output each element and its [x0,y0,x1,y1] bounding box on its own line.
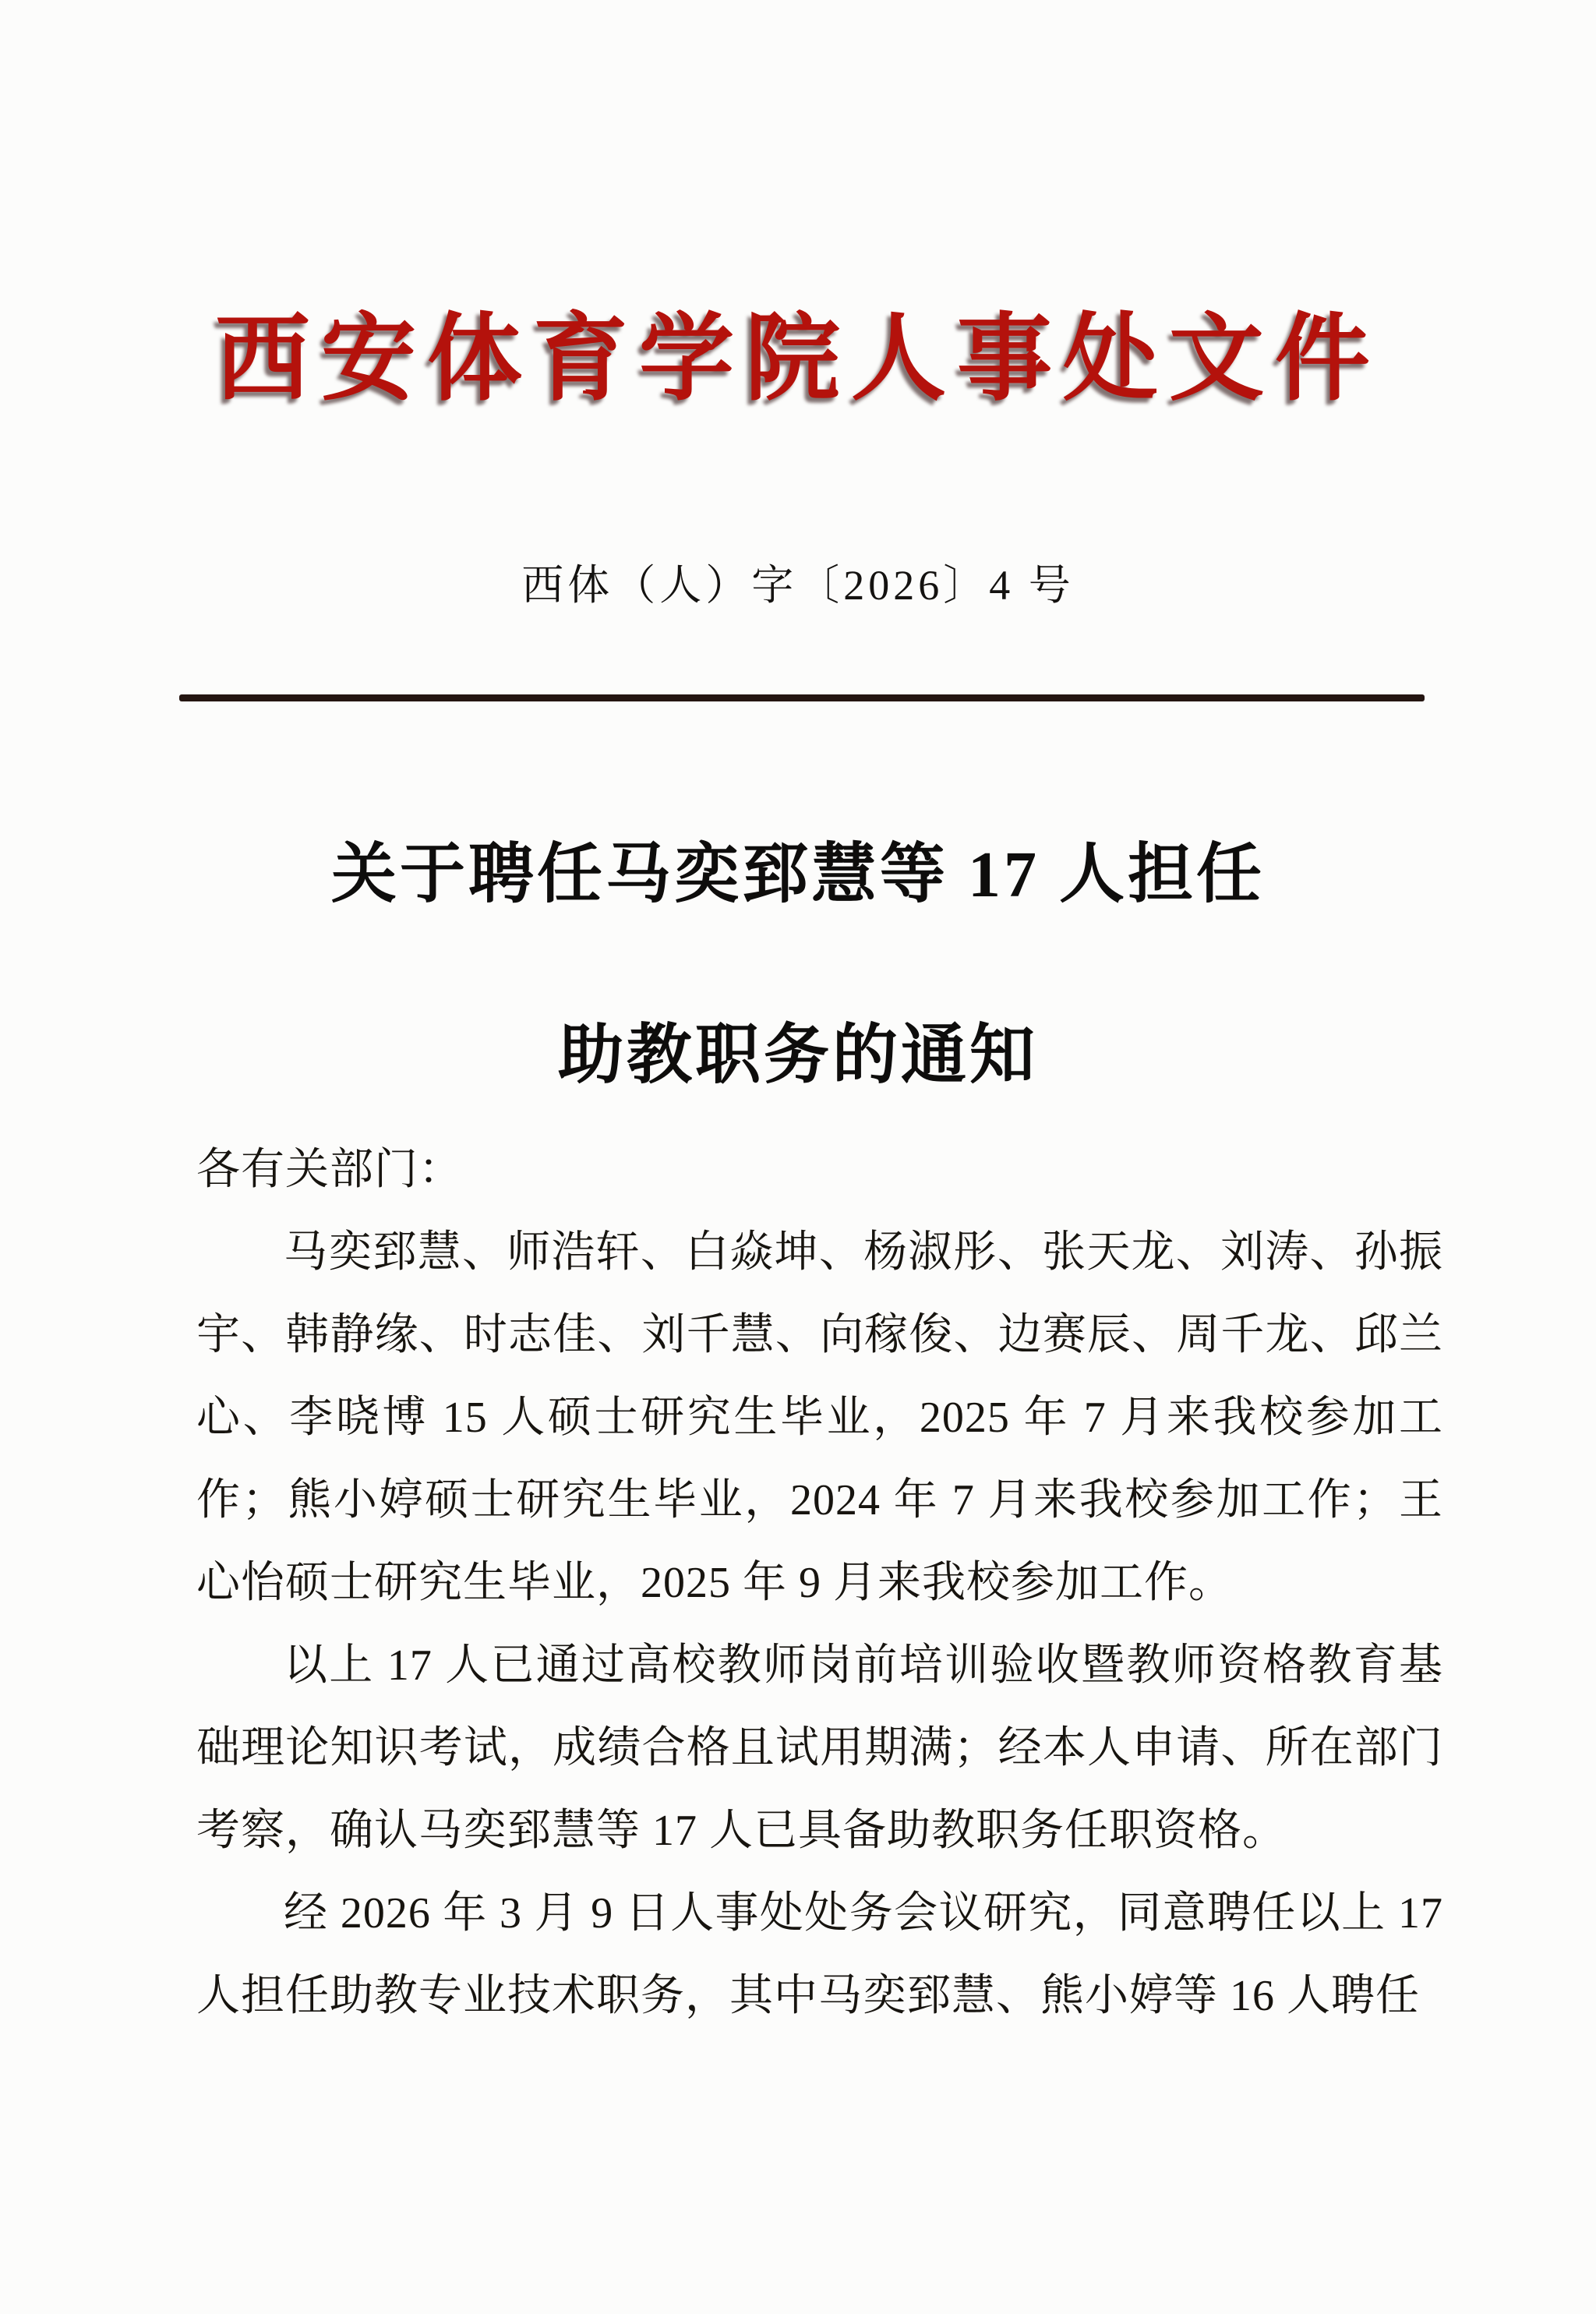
body-paragraph-3: 经 2026 年 3 月 9 日人事处处务会议研究，同意聘任以上 17 人担任助教专业技术职务，其中马奕郅慧、熊小婷等 16 人聘任 [196,1889,1443,2020]
salutation: 各有关部门： [196,1146,463,1194]
letterhead-org-title: 西安体育学院人事处文件 [215,307,1381,412]
body-paragraph-2: 以上 17 人已通过高校教师岗前培训验收暨教师资格教育基础理论知识考试，成绩合格且试用期满；经本人申请、所在部门考察，确认马奕郅慧等 17 人已具备助教职务任职资格。 [196,1641,1443,1855]
notice-title-line-2: 助教职务的通知 [557,1019,1038,1092]
notice-title-line-1: 关于聘任马奕郅慧等 17 人担任 [330,839,1265,911]
doc-number: 西体（人）字〔2026〕4 号 [521,562,1075,609]
header-divider [179,694,1425,701]
body-paragraph-1: 马奕郅慧、师浩轩、白焱坤、杨淑彤、张天龙、刘涛、孙振宇、韩静缘、时志佳、刘千慧、向稼俊、边赛辰、周千龙、邱兰心、李晓博 15 人硕士研究生毕业，2025 年 7 月来我校参加工作；熊小婷硕士研究生毕业，2024 年 7 月来我校参加工作；王心怡硕士研究生毕业，2025 年 9 月来我校参加工作。 [196,1228,1443,1607]
notice-body [196,1129,1443,2037]
